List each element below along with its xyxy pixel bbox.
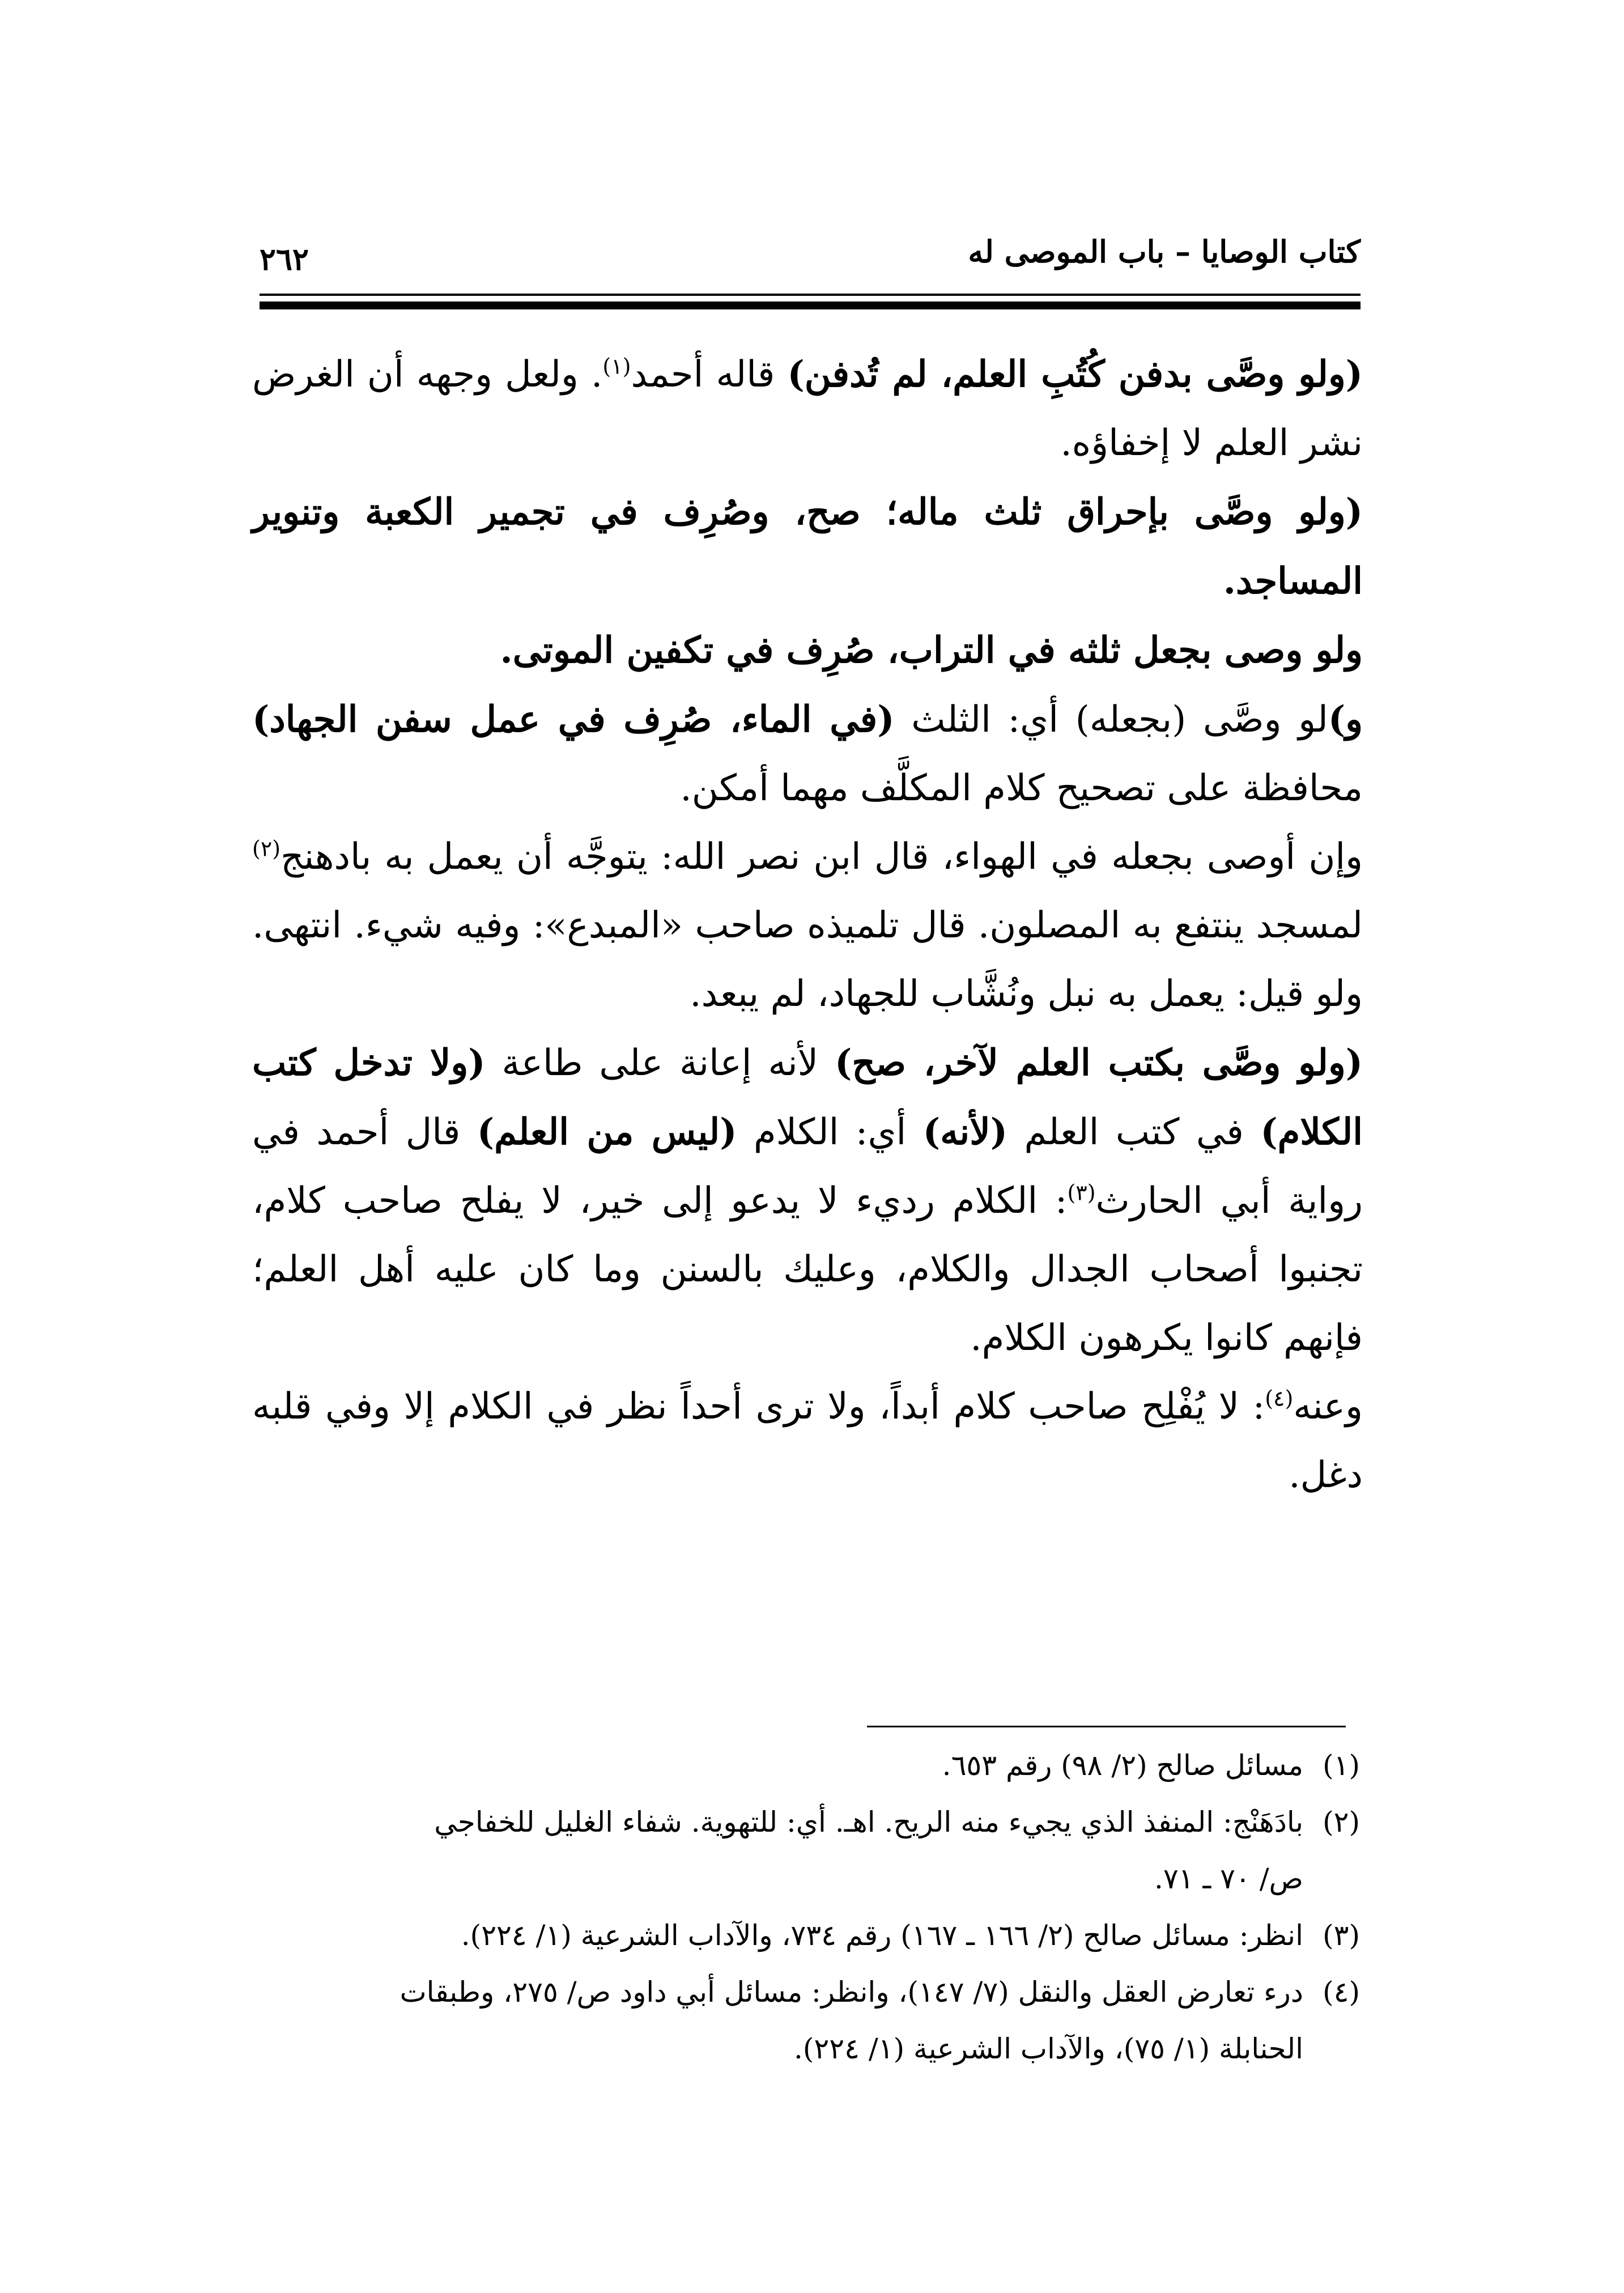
footnote-text: الحنابلة (١/ ٧٥)، والآداب الشرعية (١/ ٢٢٤). xyxy=(794,2032,1303,2065)
matn-text: (ليس من العلم) xyxy=(477,1111,737,1153)
matn-text: ولو وصى بجعل ثلثه في التراب، صُرِف في تكفين الموتى. xyxy=(500,629,1363,672)
footnote-number: (١) xyxy=(1323,1749,1360,1782)
main-text xyxy=(252,340,1363,1510)
paragraph-3 xyxy=(252,616,1363,685)
paragraph-2 xyxy=(252,478,1363,616)
page-number: ٢٦٢ xyxy=(260,241,309,277)
running-header xyxy=(260,227,1361,317)
paragraph-1 xyxy=(252,340,1363,478)
sharh-text: لمسجد ينتفع به المصلون. قال تلميذه صاحب «المبدع»: وفيه شيء. انتهى. ولو قيل: يعمل به نبل ونُشَّاب للجهاد، لم يبعد. xyxy=(252,905,1363,1015)
footnote-text: ص/ ٧٠ ـ ٧١. xyxy=(1154,1862,1303,1895)
footnote-number: (٢) xyxy=(1323,1806,1360,1838)
sharh-text: وعنه xyxy=(1293,1386,1363,1428)
footnote-ref-2: (٢) xyxy=(252,836,281,861)
paragraph-4 xyxy=(252,685,1363,823)
footnote-ref-1: (١) xyxy=(602,354,631,379)
footnote-2-continued xyxy=(249,1850,1360,1907)
footnote-number: (٤) xyxy=(1323,1976,1360,2009)
footnote-2 xyxy=(249,1794,1360,1850)
footnotes xyxy=(249,1737,1360,2077)
footnote-ref-4: (٤) xyxy=(1265,1386,1294,1411)
paragraph-7 xyxy=(252,1373,1363,1510)
chapter-title: كتاب الوصايا – باب الموصى له xyxy=(968,233,1361,270)
footnote-text: انظر: مسائل صالح (٢/ ١٦٦ ـ ١٦٧) رقم ٧٣٤، والآداب الشرعية (١/ ٢٢٤). xyxy=(461,1919,1303,1952)
matn-text: (ولو وصَّى بإحراق ثلث ماله؛ صح، وصُرِف في تجمير الكعبة وتنوير المساجد. xyxy=(252,491,1363,602)
sharh-text: لأنه إعانة على طاعة xyxy=(485,1042,835,1084)
footnote-3 xyxy=(249,1907,1360,1964)
matn-text: (في الماء، صُرِف في عمل سفن الجهاد) xyxy=(252,698,895,741)
footnote-number: (٣) xyxy=(1323,1919,1360,1952)
footnote-ref-3: (٣) xyxy=(1067,1180,1096,1205)
header-rule-thick xyxy=(260,302,1361,309)
paragraph-6 xyxy=(252,1029,1363,1373)
matn-text: (ولا تدخل كتب الكلام) xyxy=(252,1042,1363,1153)
sharh-text: أي: الكلام xyxy=(737,1111,923,1153)
paragraph-5 xyxy=(252,823,1363,1029)
matn-text: و) xyxy=(1328,698,1363,741)
footnote-4-continued xyxy=(249,2020,1360,2077)
sharh-text: أي: الثلث xyxy=(894,699,1075,741)
sharh-text: في كتب العلم xyxy=(1007,1111,1261,1153)
sharh-text: لو وصَّى (بجعله) xyxy=(1075,699,1328,741)
footnote-text: بادَهَنْج: المنفذ الذي يجيء منه الريح. اهـ. أي: للتهوية. شفاء الغليل للخفاجي xyxy=(434,1806,1303,1838)
sharh-text: قاله أحمد xyxy=(631,354,788,396)
sharh-text: : الكلام رديء لا يدعو إلى خير، لا يفلح صاحب كلام، تجنبوا أصحاب الجدال والكلام، وعليك بالسنن وما كان عليه أهل العلم؛ فإنهم كانوا يكرهون الكلام. xyxy=(252,1180,1363,1359)
matn-text: (لأنه) xyxy=(922,1111,1007,1153)
sharh-text: : لا يُفْلِح صاحب كلام أبداً، ولا ترى أحداً نظر في الكلام إلا وفي قلبه دغل. xyxy=(252,1386,1363,1496)
sharh-text: وإن أوصى بجعله في الهواء، قال ابن نصر الله: يتوجَّه أن يعمل به بادهنج xyxy=(280,836,1363,878)
matn-text: (ولو وصَّى بكتب العلم لآخر، صح) xyxy=(835,1042,1363,1084)
sharh-text: . ولعل وجهه أن الغرض نشر العلم لا إخفاؤه. xyxy=(252,354,1363,464)
footnote-text: مسائل صالح (٢/ ٩٨) رقم ٦٥٣. xyxy=(942,1749,1303,1782)
footnote-4 xyxy=(249,1964,1360,2020)
sharh-text: محافظة على تصحيح كلام المكلَّف مهما أمكن. xyxy=(680,767,1363,809)
sharh-text: قال أحمد في رواية أبي الحارث xyxy=(252,1111,1363,1222)
footnote-1 xyxy=(249,1737,1360,1794)
matn-text: (ولو وصَّى بدفن كُتُبِ العلم، لم تُدفن) xyxy=(787,353,1363,396)
footnote-text: درء تعارض العقل والنقل (٧/ ١٤٧)، وانظر: مسائل أبي داود ص/ ٢٧٥، وطبقات xyxy=(399,1976,1303,2009)
header-rule-thin xyxy=(260,294,1361,296)
footnote-separator xyxy=(867,1726,1346,1727)
